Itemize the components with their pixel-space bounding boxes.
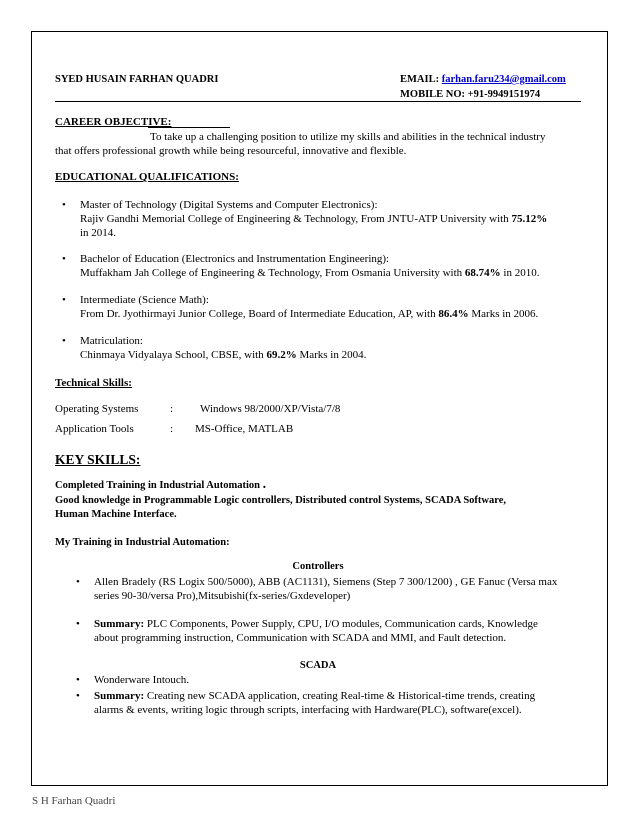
knowledge-line-2: Human Machine Interface.: [55, 509, 177, 520]
training-completed: [55, 478, 266, 493]
controllers-heading: Controllers: [292, 561, 344, 572]
knowledge-line-1: Good knowledge in Programmable Logic controllers, Distributed control Systems, SCADA Software,: [55, 495, 506, 506]
edu-matric-year: Marks in 2004.: [296, 349, 367, 361]
edu-bed-institution: Muffakham Jah College of Engineering & Technology, From Osmania University with: [80, 267, 465, 279]
edu-inter-institution: From Dr. Jyothirmayi Junior College, Board of Intermediate Education, AP, with: [80, 308, 439, 320]
os-value: Windows 98/2000/XP/Vista/7/8: [200, 403, 341, 415]
page-footer: S H Farhan Quadri: [32, 795, 116, 807]
edu-mtech-year: in 2014.: [80, 227, 117, 239]
career-objective-heading: CAREER OBJECTIVE:: [55, 116, 172, 128]
edu-bed-detail: [80, 266, 539, 280]
edu-matric-score: 69.2%: [266, 349, 297, 361]
scada-item-wonderware: Wonderware Intouch.: [94, 674, 190, 686]
training-completed-text: Completed Training in Industrial Automation: [55, 480, 260, 491]
candidate-name: SYED HUSAIN FARHAN QUADRI: [55, 74, 219, 85]
email-link[interactable]: farhan.faru234@gmail.com: [441, 74, 566, 85]
controllers-summary-text: PLC Components, Power Supply, CPU, I/O modules, Communication cards, Knowledge: [144, 618, 538, 630]
edu-inter-title: Intermediate (Science Math):: [80, 294, 209, 306]
scada-summary-line-1: [94, 689, 581, 703]
scada-heading: SCADA: [299, 660, 337, 671]
bullet-icon: •: [76, 690, 80, 702]
bullet-icon: •: [76, 618, 80, 630]
scada-summary-label: Summary:: [94, 690, 145, 702]
edu-inter-score: 86.4%: [438, 308, 469, 320]
edu-bed-title: Bachelor of Education (Electronics and Instrumentation Engineering):: [80, 253, 390, 265]
tools-label: Application Tools: [55, 423, 134, 435]
education-heading: EDUCATIONAL QUALIFICATIONS:: [55, 171, 239, 183]
controllers-summary-line-1: [94, 617, 581, 631]
edu-mtech-institution: Rajiv Gandhi Memorial College of Engineering & Technology, From JNTU-ATP University with: [80, 213, 512, 225]
controllers-list-line-1: Allen Bradely (RS Logix 500/5000), ABB (AC1131), Siemens (Step 7 300/1200) , GE Fanuc (Versa max: [94, 576, 558, 588]
technical-skills-heading: Technical Skills:: [55, 377, 132, 389]
edu-matric-institution: Chinmaya Vidyalaya School, CBSE, with: [80, 349, 267, 361]
bullet-icon: •: [62, 294, 66, 306]
tools-value: MS-Office, MATLAB: [195, 423, 294, 435]
career-objective-line-1: To take up a challenging position to utilize my skills and abilities in the technical industry: [150, 131, 546, 143]
scada-summary-text: Creating new SCADA application, creating Real-time & Historical-time trends, creating: [144, 690, 536, 702]
controllers-summary-line-2: about programming instruction, Communication with SCADA and MMI, and Fault detection.: [94, 632, 507, 644]
edu-bed-year: in 2010.: [500, 267, 540, 279]
bullet-icon: •: [62, 253, 66, 265]
edu-inter-detail: [80, 307, 538, 321]
training-completed-dot: .: [262, 477, 267, 492]
edu-matric-title: Matriculation:: [80, 335, 143, 347]
edu-mtech-detail: [80, 212, 547, 226]
mobile-number: MOBILE NO: +91-9949151974: [400, 89, 541, 100]
career-objective-underline: [148, 127, 230, 128]
controllers-summary-label: Summary:: [94, 618, 145, 630]
bullet-icon: •: [76, 674, 80, 686]
career-objective-line-2: that offers professional growth while being resourceful, innovative and flexible.: [55, 145, 407, 157]
os-separator: :: [170, 403, 174, 415]
bullet-icon: •: [62, 335, 66, 347]
os-label: Operating Systems: [55, 403, 139, 415]
tools-separator: :: [170, 423, 174, 435]
header-divider: [55, 101, 581, 102]
key-skills-heading: KEY SKILLS:: [55, 452, 141, 467]
edu-mtech-score: 75.12%: [511, 213, 548, 225]
edu-matric-detail: [80, 348, 366, 362]
bullet-icon: •: [62, 199, 66, 211]
controllers-list-line-2: series 90-30/versa Pro),Mitsubishi(fx-series/Gxdeveloper): [94, 590, 351, 602]
edu-bed-score: 68.74%: [464, 267, 501, 279]
bullet-icon: •: [76, 576, 80, 588]
my-training-heading: My Training in Industrial Automation:: [55, 537, 230, 548]
scada-summary-line-2: alarms & events, writing logic through scripts, interfacing with Hardware(PLC), software(excel).: [94, 704, 522, 716]
edu-inter-year: Marks in 2006.: [468, 308, 539, 320]
email-line: [400, 74, 566, 85]
edu-mtech-title: Master of Technology (Digital Systems and Computer Electronics):: [80, 199, 378, 211]
email-label: EMAIL:: [400, 74, 442, 85]
